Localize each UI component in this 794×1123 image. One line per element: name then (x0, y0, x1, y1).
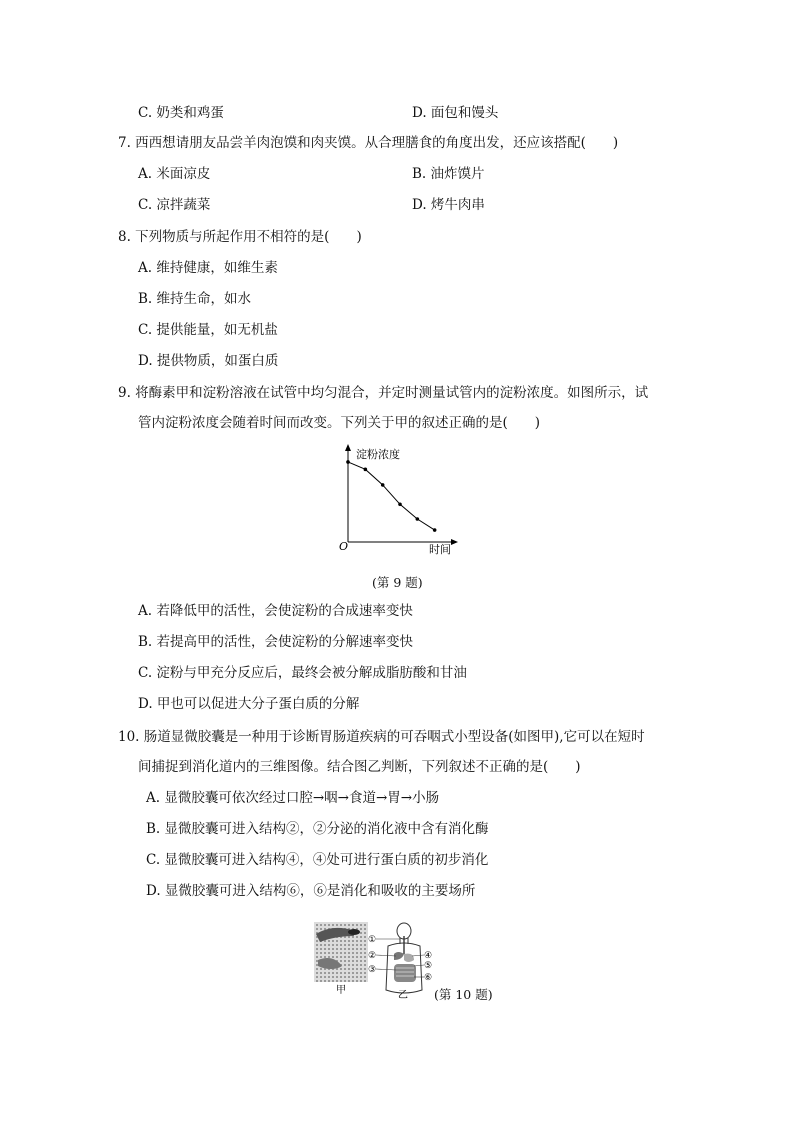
q6-option-c: C. 奶类和鸡蛋 (138, 105, 224, 121)
y-axis-arrow (345, 444, 351, 451)
data-point (346, 460, 350, 464)
q8-option-d: D. 提供物质，如蛋白质 (138, 353, 279, 369)
y-axis-label: 淀粉浓度 (356, 448, 400, 461)
q7-option-a: A. 米面凉皮 (138, 166, 211, 182)
data-point (381, 483, 385, 487)
fig-yi-label: 乙 (398, 990, 408, 1000)
x-axis-arrow (451, 539, 458, 545)
marker-4: ④ (424, 951, 433, 961)
q9-option-a: A. 若降低甲的活性，会使淀粉的合成速率变快 (138, 603, 413, 619)
q6-option-d: D. 面包和馒头 (412, 105, 499, 121)
q9-option-d: D. 甲也可以促进大分子蛋白质的分解 (138, 696, 360, 712)
q8-option-b: B. 维持生命，如水 (138, 291, 252, 307)
q8-option-a: A. 维持健康，如维生素 (138, 260, 278, 276)
q9-stem-line2: 管内淀粉浓度会随着时间而改变。下列关于甲的叙述正确的是( ) (138, 415, 541, 431)
chart-marks (346, 460, 436, 532)
q10-stem-line1: 10. 肠道显微胶囊是一种用于诊断胃肠道疾病的可吞咽式小型设备(如图甲),它可以在短时 (118, 729, 645, 745)
q9-starch-concentration-chart (330, 440, 470, 560)
series-line (348, 462, 435, 530)
q10-figure-yi-digestive-system (366, 920, 436, 1000)
q7-stem: 7. 西西想请朋友品尝羊肉泡馍和肉夹馍。从合理膳食的角度出发，还应该搭配( ) (118, 135, 619, 151)
data-point (416, 517, 420, 521)
data-point (433, 528, 437, 532)
q7-option-b: B. 油炸馍片 (412, 166, 485, 182)
marker-3: ③ (368, 965, 377, 975)
fig-jia-label: 甲 (336, 985, 346, 996)
stomach (404, 954, 414, 962)
data-point (364, 468, 368, 472)
marker-3-leader (376, 969, 396, 970)
data-point (398, 502, 402, 506)
q9-caption: (第 9 题) (372, 575, 423, 590)
marker-5: ⑤ (424, 961, 433, 971)
q10-figure-jia (312, 920, 370, 996)
q10-option-d: D. 显微胶囊可进入结构⑥，⑥是消化和吸收的主要场所 (146, 883, 476, 899)
marker-4-leader (412, 955, 424, 956)
x-axis-label: 时间 (429, 543, 451, 556)
q9-stem-line1: 9. 将酶素甲和淀粉溶液在试管中均匀混合，并定时测量试管内的淀粉浓度。如图所示，试 (118, 385, 649, 401)
marker-2: ② (368, 951, 377, 961)
origin-label: O (339, 540, 349, 553)
q8-option-c: C. 提供能量，如无机盐 (138, 322, 278, 338)
q7-option-c: C. 凉拌蔬菜 (138, 197, 211, 213)
q10-option-c: C. 显微胶囊可进入结构④，④处可进行蛋白质的初步消化 (146, 852, 489, 868)
q10-caption: (第 10 题) (434, 987, 493, 1002)
marker-6: ⑥ (424, 973, 433, 983)
q10-option-b: B. 显微胶囊可进入结构②，②分泌的消化液中含有消化酶 (146, 821, 489, 837)
marker-1: ① (368, 935, 377, 945)
q9-option-b: B. 若提高甲的活性，会使淀粉的分解速率变快 (138, 634, 414, 650)
q8-stem: 8. 下列物质与所起作用不相符的是( ) (118, 229, 362, 245)
q9-option-c: C. 淀粉与甲充分反应后，最终会被分解成脂肪酸和甘油 (138, 665, 467, 681)
capsule-icon (348, 929, 360, 935)
marker-2-leader (376, 955, 396, 956)
q10-stem-line2: 间捕捉到消化道内的三维图像。结合图乙判断，下列叙述不正确的是( ) (138, 759, 581, 775)
q10-option-a: A. 显微胶囊可依次经过口腔→咽→食道→胃→小肠 (146, 790, 440, 806)
marker-5-leader (414, 965, 424, 966)
intestines (394, 964, 416, 982)
q7-option-d: D. 烤牛肉串 (412, 197, 485, 213)
